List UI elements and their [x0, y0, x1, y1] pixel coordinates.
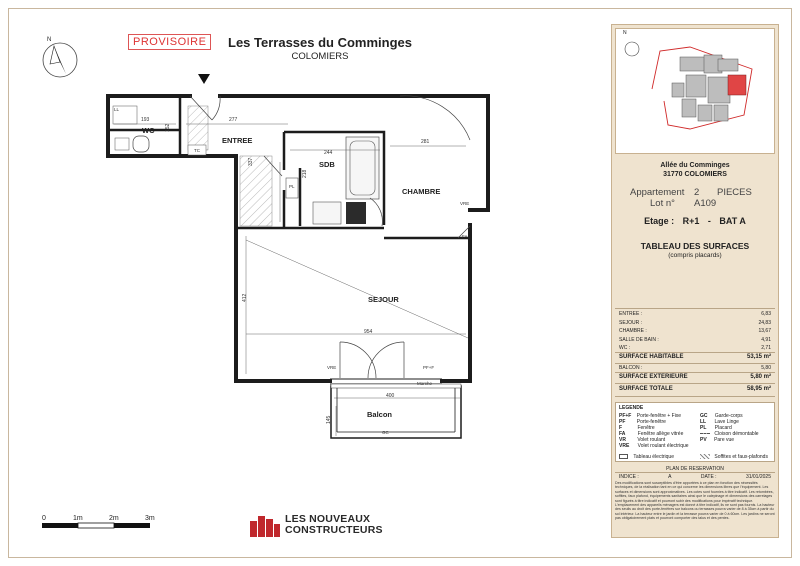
room-label-balcon: Balcon [367, 410, 393, 419]
logo-line-1: LES NOUVEAUX [285, 513, 371, 525]
floor-label: Etage : [644, 216, 675, 226]
tag-pl: PL [289, 184, 295, 189]
room-label-sejour: SEJOUR [368, 295, 399, 304]
dim-152: 152 [165, 123, 171, 132]
indice-label: INDICE : [619, 474, 639, 480]
legend-item: FA Fenêtre allège vitrée [619, 431, 684, 437]
tag-gc: GC [382, 430, 389, 435]
dim-277: 277 [229, 117, 238, 123]
tag-vre-chambre: VRE [460, 201, 470, 206]
surface-row: SEJOUR : 24,83 [619, 320, 771, 326]
builder-logo-icon [249, 513, 281, 537]
room-label-entree: ENTREE [222, 136, 253, 145]
scale-label-2m: 2m [109, 515, 119, 522]
key-plan-drawing [616, 29, 776, 155]
apartment-rooms-unit: PIECES [717, 187, 752, 198]
date-label: DATE : [700, 474, 717, 480]
surfaces-table-title: TABLEAU DES SURFACES [640, 241, 750, 251]
tag-tc: TC [194, 148, 200, 153]
project-city: COLOMIERS [291, 51, 349, 62]
scale-bar [42, 522, 154, 530]
floor-value: R+1 [682, 216, 700, 226]
dim-244: 244 [324, 150, 333, 156]
legend-item: PF+F Porte-fenêtre + Fixe [619, 413, 682, 419]
legend-item: Tableau électrique [619, 454, 674, 460]
divider [615, 396, 775, 397]
indice-value: A [668, 474, 672, 480]
surface-totale-row: SURFACE TOTALE 58,95 m² [619, 386, 771, 392]
balcony-row: BALCON : 5,80 [619, 365, 771, 371]
scale-label-3m: 3m [145, 515, 155, 522]
surface-exterieure-row: SURFACE EXTERIEURE 5,80 m² [619, 374, 771, 380]
scale-label-1m: 1m [73, 515, 83, 522]
dim-193: 193 [141, 117, 150, 123]
divider [615, 308, 775, 309]
legend-item: PF Porte-fenêtre [619, 419, 666, 425]
surface-habitable-row: SURFACE HABITABLE 53,15 m² [619, 354, 771, 360]
legend-item: PV Pare vue [700, 437, 735, 443]
builder-logo-text [285, 514, 383, 536]
surface-row: ENTREE : 6,83 [619, 311, 771, 317]
dim-218: 218 [302, 169, 308, 178]
divider [615, 352, 775, 353]
legend-item: VR Volet roulant [619, 437, 666, 443]
legend-title: LEGENDE [619, 405, 644, 411]
apartment-rooms-count: 2 [694, 187, 700, 198]
apartment-label: Appartement [630, 187, 685, 198]
legend-item: VRE Volet roulant électrique [619, 443, 689, 449]
lot-label: Lot n° [650, 198, 675, 209]
dim-954: 954 [364, 329, 373, 335]
surface-row: CHAMBRE : 13,67 [619, 328, 771, 334]
lot-value: A109 [694, 198, 717, 209]
tag-fa: FA [462, 234, 468, 239]
legend-item: LL Lave Linge [700, 419, 739, 425]
surface-row: WC : 2,71 [619, 345, 771, 351]
dim-145: 145 [326, 415, 332, 424]
room-label-wc: WC [142, 126, 155, 135]
tag-pf-f: PF+F [423, 365, 435, 370]
surfaces-table-subtitle: (compris placards) [668, 252, 722, 259]
logo-line-2: CONSTRUCTEURS [285, 524, 383, 536]
dim-412: 412 [242, 293, 248, 302]
legend-item: Cloison démontable [700, 431, 759, 437]
building-value: BAT A [719, 216, 746, 226]
key-plan-north-label: N [623, 30, 627, 36]
date-value: 31/01/2025 [745, 474, 771, 480]
address-postcode: 31770 COLOMIERS [663, 171, 727, 178]
reservation-plan-block [615, 466, 775, 480]
legend-item: PL Placard [700, 425, 732, 431]
legend-box [615, 402, 775, 462]
legend-item: GC Garde-corps [700, 413, 743, 419]
project-title: Les Terrasses du Comminges [228, 35, 412, 50]
dim-400: 400 [386, 393, 395, 399]
dim-281: 281 [421, 139, 430, 145]
divider [615, 363, 775, 364]
tag-ll: LL [114, 107, 120, 112]
tag-vre-sejour: VRE [327, 365, 337, 370]
legend-item: Soffites et faux-plafonds [700, 454, 768, 460]
floor-info: Etage : R+1 - BAT A [644, 216, 746, 226]
compass-label: N [47, 37, 52, 43]
scale-label-0: 0 [42, 515, 46, 522]
tag-marche: Marche [417, 381, 433, 386]
legend-item: F Fenêtre [619, 425, 655, 431]
address-street: Allée du Comminges [660, 162, 730, 169]
provisional-stamp: PROVISOIRE [128, 34, 211, 50]
building-key-plan [615, 28, 775, 154]
disclaimer-notes: Des modifications sont susceptibles d'être apportées à ce plan en fonction des nécessités techniques, de la réalisation tant en ce qui concerne les dimensions libres que l'équipement. Les surfaces et dimensions sont approximatives. Les cotes sont fournies à titre indicatif. Les retombées, soffites, faux plafond, équipements sanitaires ainsi que le calepinage et dimensions des carrelages sont figurés à titre indicatif et pourront subir des modifications pour impératif technique. L'emplacement des appareils ménagers est donné à titre indicatif, ils ne sont pas fournis. La hauteur des seuils au droit des porte-fenêtres sur balcons ou terrasses pourra varier de 8 à 35cm à partir du sol intérieur. La hauteur entre le jardin et la terrasse pourra varier de 0 à 60cm. Les jardins ne seront pas obligatoirement plats et pourront comporter des talus et des pentes. [615, 481, 775, 521]
divider [615, 383, 775, 384]
room-label-sdb: SDB [319, 160, 335, 169]
dim-337: 337 [248, 157, 254, 166]
divider [615, 372, 775, 373]
address-block [611, 161, 779, 179]
room-label-chambre: CHAMBRE [402, 187, 441, 196]
surface-row: SALLE DE BAIN : 4,91 [619, 337, 771, 343]
reservation-title: PLAN DE RESERVATION [615, 466, 775, 473]
